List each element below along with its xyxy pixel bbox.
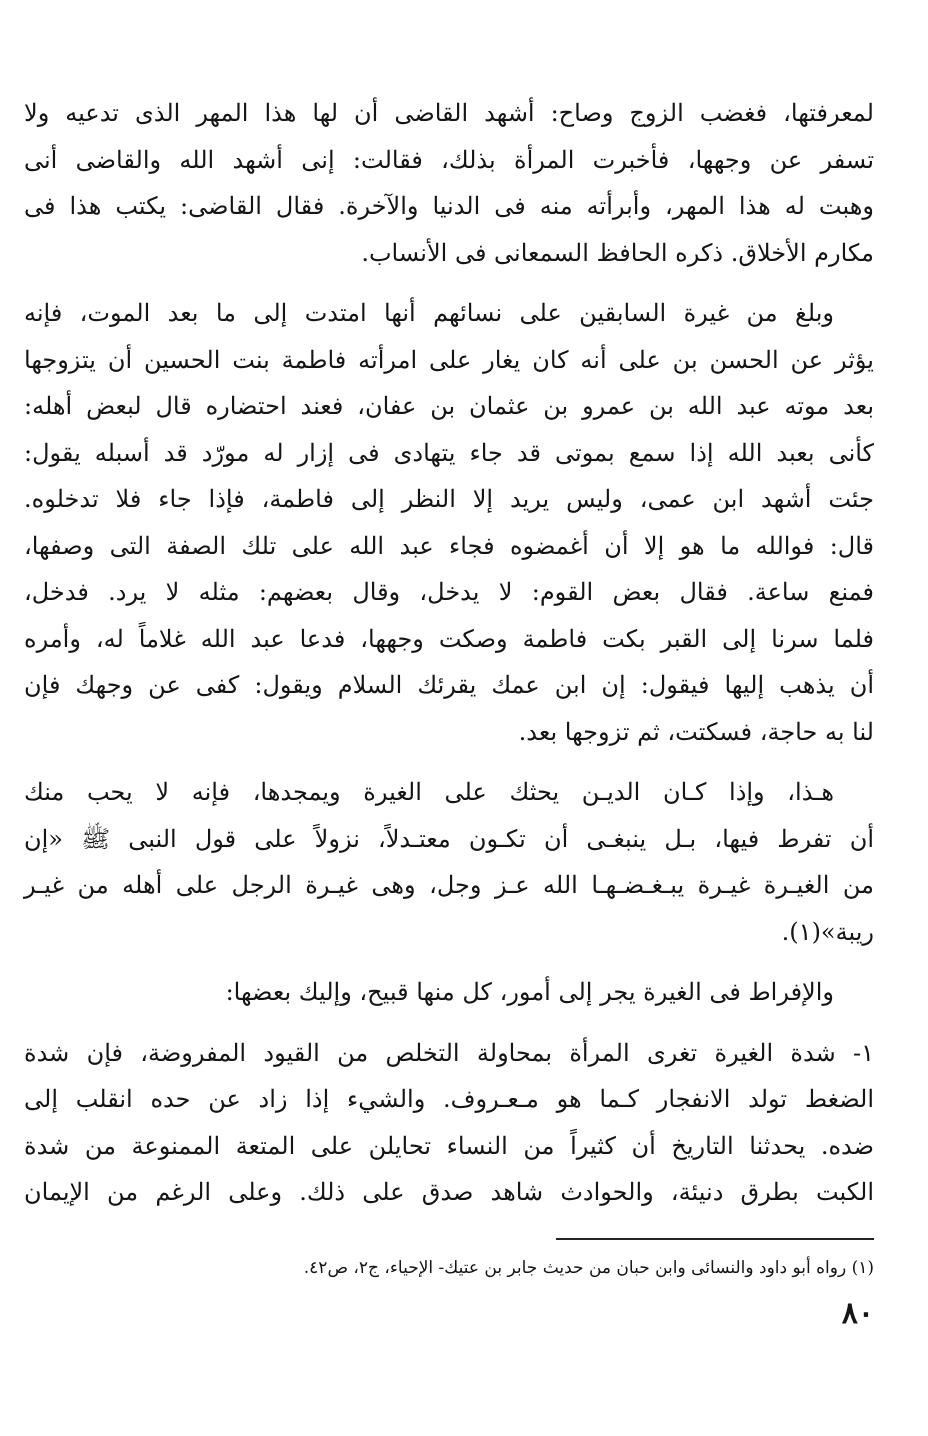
paragraph-1 bbox=[24, 90, 874, 276]
text-line: فلما سرنا إلى القبر بكت فاطمة وصكت وجهها، فدعا عبد الله غلاماً له، وأمره bbox=[24, 624, 874, 653]
text-line: أن تفرط فيها، بـل ينبغـى أن تكـون معتـدلاً، نزولاً على قول النبى ﷺ «إن bbox=[24, 824, 874, 853]
text-line: تسفر عن وجهها، فأخبرت المرأة بذلك، فقالت: إنى أشهد الله والقاضى أنى bbox=[24, 145, 874, 174]
text-line: كأنى بعبد الله إذا سمع بموتى قد جاء يتهادى فى إزار له مورّد قد أسبله يقول: bbox=[24, 438, 874, 467]
paragraph-2 bbox=[24, 290, 874, 755]
text-line: والإفراط فى الغيرة يجر إلى أمور، كل منها قبيح، وإليك بعضها: bbox=[225, 978, 834, 1006]
text-line: وبلغ من غيرة السابقين على نسائهم أنها امتدت إلى ما بعد الموت، فإنه bbox=[24, 299, 834, 327]
text-line: ١- شدة الغيرة تغرى المرأة بمحاولة التخلص من القيود المفروضة، فإن شدة bbox=[24, 1038, 874, 1067]
text-line: مكارم الأخلاق. ذكره الحافظ السمعانى فى الأنساب. bbox=[361, 238, 874, 267]
list-item-1 bbox=[24, 1030, 874, 1216]
paragraph-4 bbox=[24, 969, 874, 1016]
page-number: ٨٠ bbox=[841, 1296, 874, 1331]
paragraph-3 bbox=[24, 769, 874, 955]
text-line: قال: فوالله ما هو إلا أن أغمضوه فجاء عبد الله على تلك الصفة التى وصفها، bbox=[24, 531, 874, 560]
text-line: ضده. يحدثنا التاريخ أن كثيراً من النساء تحايلن على المتعة الممنوعة من شدة bbox=[24, 1131, 874, 1160]
text-line: لنا به حاجة، فسكتت، ثم تزوجها بعد. bbox=[518, 717, 874, 746]
text-line: الكبت بطرق دنيئة، والحوادث شاهد صدق على ذلك. وعلى الرغم من الإيمان bbox=[24, 1178, 874, 1206]
text-line: من الغيـرة غيـرة يبـغـضـهـا الله عـز وجل، وهى غيـرة الرجل على أهله من غيـر bbox=[24, 871, 874, 899]
text-line: ريبة»(١). bbox=[781, 917, 874, 946]
footnote: (١) رواه أبو داود والنسائى وابن حبان من حديث جابر بن عتيك- الإحياء، ج٢، ص٤٢. bbox=[303, 1258, 874, 1278]
text-line: جئت أشهد ابن عمى، وليس يريد إلا النظر إلى فاطمة، فإذا جاء فلا تدخلوه. bbox=[24, 485, 874, 513]
footnote-divider bbox=[556, 1238, 874, 1240]
text-line: الضغط تولد الانفجار كـما هو مـعـروف. والشيء إذا زاد عن حده انقلب إلى bbox=[24, 1085, 874, 1113]
text-line: يؤثر عن الحسن بن على أنه كان يغار على امرأته فاطمة بنت الحسين أن يتزوجها bbox=[24, 345, 874, 374]
page-body bbox=[24, 90, 874, 1230]
text-line: بعد موته عبد الله بن عمرو بن عثمان بن عفان، فعند احتضاره قال لبعض أهله: bbox=[24, 392, 874, 420]
text-line: لمعرفتها، فغضب الزوج وصاح: أشهد القاضى أن لها هذا المهر الذى تدعيه ولا bbox=[24, 99, 874, 127]
text-line: هـذا، وإذا كـان الديـن يحثك على الغيرة ويمجدها، فإنه لا يحب منك bbox=[24, 778, 834, 806]
text-line: أن يذهب إليها فيقول: إن ابن عمك يقرئك السلام ويقول: كفى عن وجهك فإن bbox=[24, 671, 874, 699]
text-line: فمنع ساعة. فقال بعض القوم: لا يدخل، وقال بعضهم: مثله لا يرد. فدخل، bbox=[24, 578, 874, 606]
text-line: وهبت له هذا المهر، وأبرأته منه فى الدنيا والآخرة. فقال القاضى: يكتب هذا فى bbox=[24, 192, 874, 220]
